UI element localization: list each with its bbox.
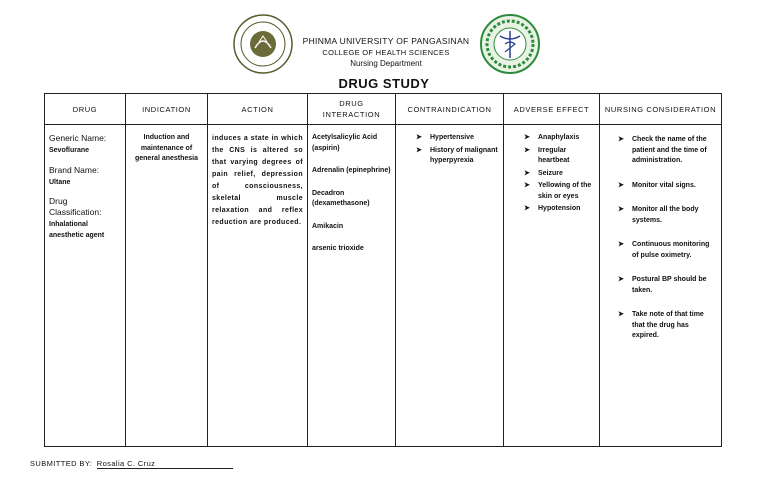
list-item: ➤ Monitor all the body systems. (618, 206, 699, 224)
generic-name-value: Sevoflurane (49, 147, 90, 154)
university-heading (296, 36, 476, 69)
interaction-item: Adrenalin (epinephrine) (312, 167, 391, 174)
arrow-bullet-icon: ➤ (524, 205, 530, 212)
arrow-bullet-icon: ➤ (524, 134, 530, 141)
list-item: ➤ Check the name of the patient and the time of administration. (618, 136, 707, 164)
drug-study-table (44, 93, 722, 447)
brand-name-value: Ultane (49, 178, 71, 186)
col-header-adverse-effect: ADVERSE EFFECT (504, 94, 600, 125)
interaction-item: Amikacin (312, 222, 344, 230)
page-title: DRUG STUDY (338, 76, 430, 91)
col-header-contraindication: CONTRAINDICATION (396, 94, 504, 125)
brand-name-label: Brand Name: (49, 164, 100, 175)
list-item: ➤ Monitor vital signs. (618, 181, 717, 192)
col-header-action: ACTION (208, 94, 308, 125)
arrow-bullet-icon: ➤ (524, 146, 530, 154)
list-item: ➤ History of malignant hyperpyrexia (416, 146, 498, 164)
arrow-bullet-icon: ➤ (416, 146, 422, 154)
col-header-drug: DRUG (45, 94, 126, 125)
list-item: ➤ Seizure (524, 169, 595, 180)
interaction-item: Acetylsalicylic Acid (aspirin) (312, 134, 378, 152)
list-item: ➤ Anaphylaxis (524, 133, 595, 144)
drug-cell (45, 125, 126, 447)
submitted-by-label: SUBMITTED BY: (30, 459, 93, 468)
arrow-bullet-icon: ➤ (618, 241, 624, 248)
arrow-bullet-icon: ➤ (416, 134, 422, 141)
list-item: ➤ Hypotension (524, 204, 595, 215)
nursing-consideration-cell (600, 125, 722, 447)
contraindication-cell (396, 125, 504, 447)
nursing-seal-icon (480, 14, 540, 74)
university-name: PHINMA UNIVERSITY OF PANGASINAN (302, 36, 470, 46)
col-header-nursing-consideration: NURSING CONSIDERATION (600, 94, 722, 125)
arrow-bullet-icon: ➤ (618, 276, 624, 283)
university-seal-icon (233, 14, 293, 74)
list-item: ➤ Postural BP should be taken. (618, 276, 707, 294)
arrow-bullet-icon: ➤ (524, 182, 530, 189)
drug-interaction-cell (308, 125, 396, 447)
list-item: ➤ Yellowing of the skin or eyes (524, 182, 592, 200)
table-header-row (45, 94, 722, 125)
generic-name-label: Generic Name: (49, 133, 107, 143)
arrow-bullet-icon: ➤ (618, 181, 624, 189)
arrow-bullet-icon: ➤ (618, 311, 624, 318)
interaction-item: arsenic trioxide (312, 245, 364, 252)
arrow-bullet-icon: ➤ (618, 136, 624, 143)
list-item: ➤ Take note of that time that the drug has expired. (618, 311, 704, 339)
department-name: Nursing Department (350, 59, 422, 68)
adverse-effect-cell (504, 125, 600, 447)
drug-classification-label: Drug Classification: (49, 196, 102, 217)
college-name: COLLEGE OF HEALTH SCIENCES (322, 48, 450, 57)
action-cell: induces a state in which the CNS is altered so that varying degrees of pain relief, depression of consciousness, skeletal muscle relaxation and reflex reduction are produced. (208, 125, 308, 447)
arrow-bullet-icon: ➤ (618, 206, 624, 213)
submitted-by-name: Rosalia C. Cruz (97, 459, 233, 469)
list-item: ➤ Irregular heartbeat (524, 146, 570, 164)
list-item: ➤ Continuous monitoring of pulse oximetry. (618, 241, 710, 259)
drug-classification-value: Inhalational anesthetic agent (49, 221, 105, 239)
document-header (0, 14, 768, 76)
list-item: ➤ Hypertensive (416, 133, 499, 144)
interaction-item: Decadron (dexamethasone) (312, 189, 370, 207)
submitted-by (30, 459, 233, 469)
col-header-indication: INDICATION (126, 94, 208, 125)
table-row (45, 125, 722, 447)
indication-cell: Induction and maintenance of general anesthesia (126, 125, 208, 447)
arrow-bullet-icon: ➤ (524, 169, 530, 177)
col-header-drug-interaction: DRUG INTERACTION (308, 94, 396, 125)
